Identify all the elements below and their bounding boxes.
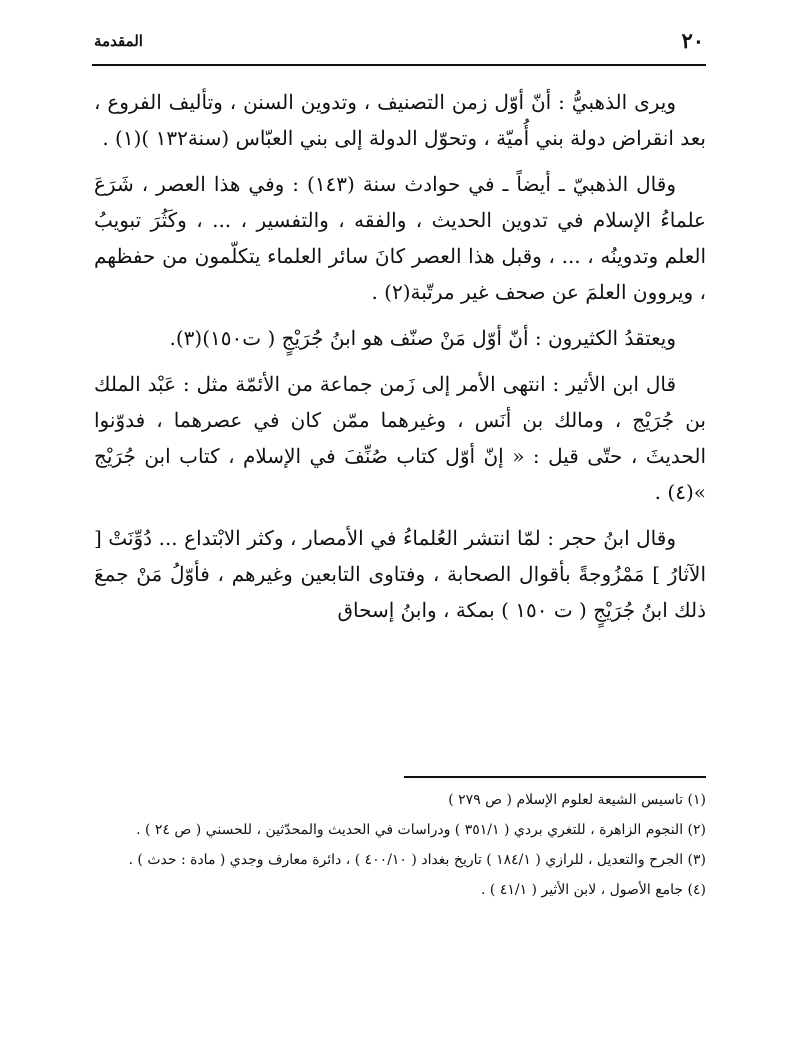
footnote: (٣) الجرح والتعديل ، للرازي ( ١٨٤/١ ) تاريخ بغداد ( ٤٠٠/١٠ ) ، دائرة معارف وجدي ( مادة : حدث ) .: [128, 852, 706, 868]
header-rule: [92, 64, 706, 66]
main-text: [94, 84, 706, 638]
paragraph: وقال الذهبيّ ـ أيضاً ـ في حوادث سنة (١٤٣) : وفي هذا العصر ، شَرَعَ علماءُ الإسلام في تدوين الحديث ، والفقه ، والتفسير ، ... ، وكَثُرَ تبويبُ العلم وتدوينُه ، ... ، وقبل هذا العصر كانَ سائر العلماء يتكلّمون من حفظهم ، ويروون العلمَ عن صحف غير مرتّبة(٢) .: [94, 172, 706, 304]
footnote: (١) تاسيس الشيعة لعلوم الإسلام ( ص ٢٧٩ ): [448, 792, 706, 808]
page-header: [94, 28, 704, 58]
paragraph: ويعتقدُ الكثيرون : أنّ أوّل مَنْ صنّف هو ابنُ جُرَيْجٍ ( ت١٥٠)(٣).: [169, 326, 676, 350]
footnote: (٢) النجوم الزاهرة ، للتغري بردي ( ٣٥١/١ ) ودراسات في الحديث والمحدّثين ، للحسني ( ص ٢٤ ) .: [136, 822, 706, 838]
running-title: المقدمة: [94, 32, 143, 50]
page-number: ٢٠: [681, 28, 704, 53]
paragraph: وقال ابنُ حجر : لمّا انتشر العُلماءُ في الأمصار ، وكثر الابْتداع ... دُوِّنَتْ [ الآثارُ ] مَمْزُوجةً بأقوال الصحابة ، وفتاوى التابعين وغيرهم ، فأوّلُ مَنْ جمعَ ذلك ابنُ جُرَيْجٍ ( ت ١٥٠ ) بمكة ، وابنُ إسحاق: [94, 526, 706, 622]
footnotes: [94, 786, 706, 906]
paragraph: ويرى الذهبيُّ : أنّ أوّل زمن التصنيف ، وتدوين السنن ، وتأليف الفروع ، بعد انقراض دولة بني أُميّة ، وتحوّل الدولة إلى بني العبّاس (سنة١٣٢ )(١) .: [94, 90, 706, 150]
paragraph: قال ابن الأثير : انتهى الأمر إلى زَمن جماعة من الأئمّة مثل : عَبْد الملك بن جُرَيْج ، ومالك بن أنَس ، وغيرهما ممّن كان في عصرهما ، فدوّنوا الحديثَ ، حتّى قيل : « إنّ أوّل كتاب صُنِّفَ في الإسلام ، كتاب ابن جُرَيْج »(٤) .: [94, 372, 706, 504]
footnote: (٤) جامع الأصول ، لابن الأثير ( ٤١/١ ) .: [481, 882, 706, 898]
footnote-rule: [404, 776, 706, 778]
